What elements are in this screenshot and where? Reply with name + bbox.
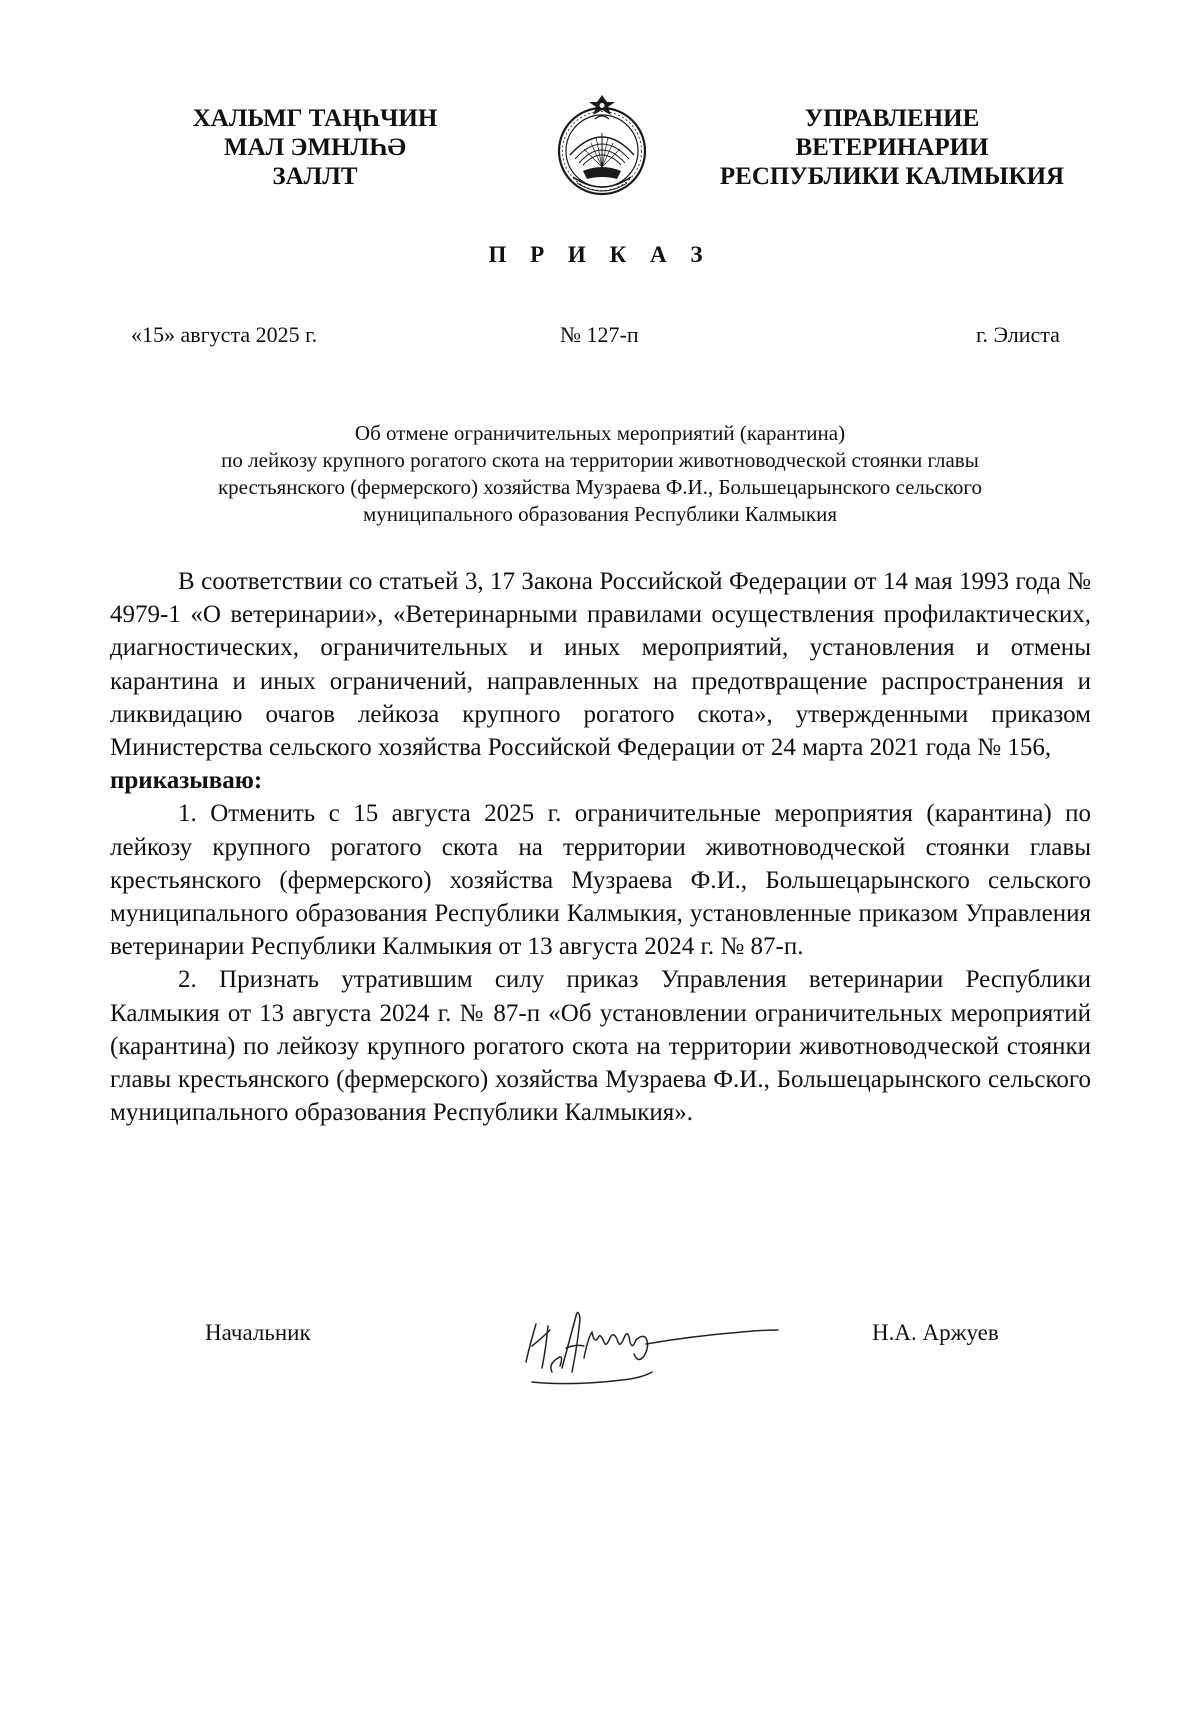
header-russian-line: ВЕТЕРИНАРИИ	[795, 134, 989, 161]
order-city: г. Элиста	[976, 322, 1060, 347]
header-russian-line: РЕСПУБЛИКИ КАЛМЫКИЯ	[719, 163, 1065, 190]
order-date: «15» августа 2025 г.	[131, 322, 318, 347]
signer-position: Начальник	[205, 1320, 311, 1345]
preamble-text: В соответствии со статьей 3, 17 Закона Российской Федерации от 14 мая 1993 года № 4979-1 «О ветеринарии», «Ветеринарными правилами осуществления профилактических, диагностических, ограничительных и иных мероприятий, установления и отмены карантина и иных ограничений, направленных на предотвращение распространения и ликвидацию очагов лейкоза крупного рогатого скота», утвержденными приказом Министерства сельского хозяйства Российской Федерации от 24 марта 2021 года № 156,	[110, 568, 1091, 762]
signer-name: Н.А. Аржуев	[872, 1320, 999, 1345]
subject-line: по лейкозу крупного рогатого скота на территории животноводческой стоянки главы	[221, 448, 979, 472]
preamble-paragraph	[110, 565, 1091, 797]
header-russian	[712, 104, 1072, 191]
header-kalmyk-line: ЗАЛЛТ	[272, 163, 358, 190]
order-subject	[110, 420, 1090, 528]
document-title: П Р И К А З	[488, 242, 712, 267]
header-kalmyk-line: МАЛ ЭМНЛҺӘ	[224, 134, 406, 161]
header-russian-line: УПРАВЛЕНИЕ	[804, 105, 980, 132]
decree-word: приказываю:	[110, 767, 263, 795]
order-body	[110, 565, 1091, 1129]
header-kalmyk-line: ХАЛЬМГ ТАҢҺЧИН	[192, 105, 438, 132]
order-number: № 127-п	[560, 322, 639, 347]
kalmykia-coat-of-arms-icon	[551, 93, 653, 203]
subject-line: крестьянского (фермерского) хозяйства Музраева Ф.И., Большецарынского сельского	[217, 475, 982, 499]
handwritten-signature	[512, 1298, 792, 1390]
header-kalmyk	[150, 104, 480, 191]
subject-line: муниципального образования Республики Калмыкия	[363, 502, 837, 526]
order-item: 1. Отменить с 15 августа 2025 г. ограничительные мероприятия (карантина) по лейкозу крупного рогатого скота на территории животноводческой стоянки главы крестьянского (фермерского) хозяйства Музраева Ф.И., Большецарынского сельского муниципального образования Республики Калмыкия, установленные приказом Управления ветеринарии Республики Калмыкия от 13 августа 2024 г. № 87-п.	[110, 800, 1091, 961]
subject-line: Об отмене ограничительных мероприятий (карантина)	[354, 421, 846, 445]
order-item: 2. Признать утратившим силу приказ Управления ветеринарии Республики Калмыкия от 13 августа 2024 г. № 87-п «Об установлении ограничительных мероприятий (карантина) по лейкозу крупного рогатого скота на территории животноводческой стоянки главы крестьянского (фермерского) хозяйства Музраева Ф.И., Большецарынского сельского муниципального образования Республики Калмыкия».	[110, 966, 1091, 1127]
